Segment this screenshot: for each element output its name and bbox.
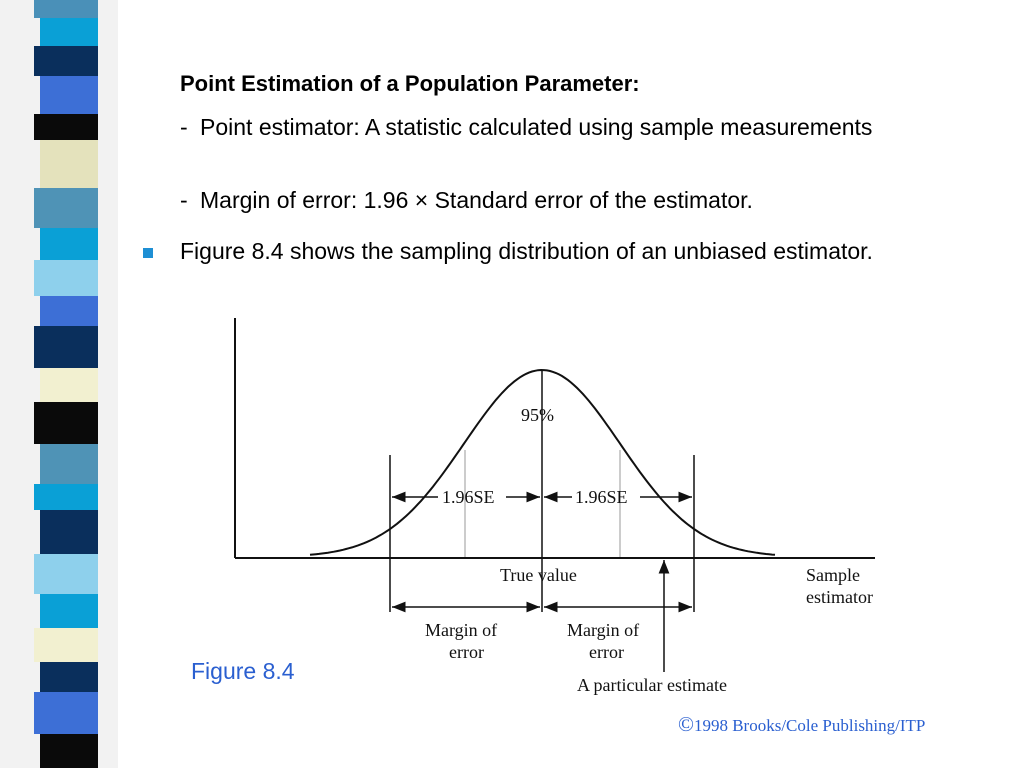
margin-of-error-label: error bbox=[589, 642, 624, 662]
axis-label: estimator bbox=[806, 587, 873, 607]
sub-item-text: Margin of error: 1.96 × Standard error of the estimator. bbox=[200, 187, 753, 213]
figure-caption: Figure 8.4 bbox=[191, 658, 295, 684]
particular-estimate-label: A particular estimate bbox=[577, 675, 727, 695]
margin-of-error-label: error bbox=[449, 642, 484, 662]
sub-item-text: Point estimator: A statistic calculated using sample measurements bbox=[200, 114, 873, 140]
margin-of-error-label: Margin of bbox=[425, 620, 498, 640]
right-se-label: 1.96SE bbox=[575, 487, 628, 507]
axis-label: Sample bbox=[806, 565, 860, 585]
sub-item-dash: - bbox=[180, 114, 188, 140]
copyright-notice bbox=[678, 712, 925, 737]
copyright-symbol: © bbox=[678, 712, 694, 736]
margin-of-error-label: Margin of bbox=[567, 620, 640, 640]
sub-item-dash: - bbox=[180, 187, 188, 213]
true-value-label: True value bbox=[500, 565, 577, 585]
slide-heading: Point Estimation of a Population Parameter: bbox=[180, 71, 640, 96]
bullet-text: Figure 8.4 shows the sampling distribution of an unbiased estimator. bbox=[180, 238, 873, 264]
percent-label: 95% bbox=[521, 405, 554, 425]
left-se-label: 1.96SE bbox=[442, 487, 495, 507]
copyright-text: 1998 Brooks/Cole Publishing/ITP bbox=[693, 716, 926, 735]
